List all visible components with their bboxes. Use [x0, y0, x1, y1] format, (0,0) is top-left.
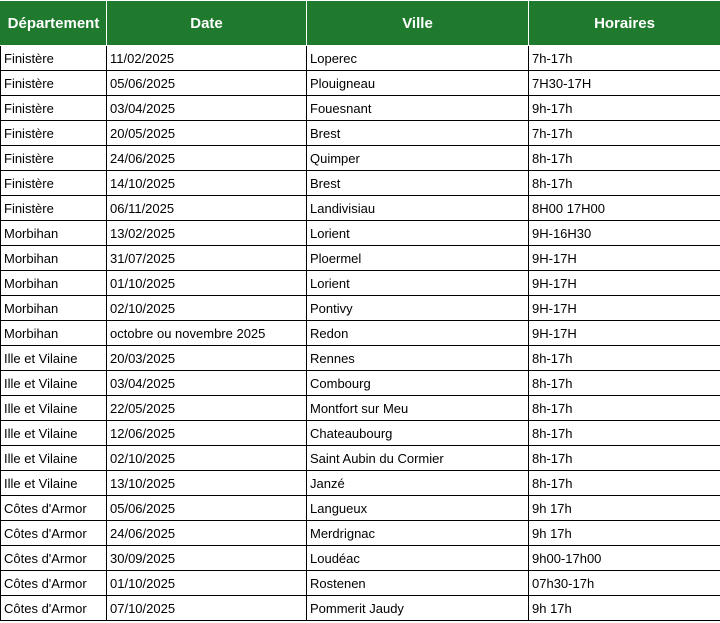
- ville-cell: Brest: [307, 121, 529, 146]
- ville-cell: Langueux: [307, 496, 529, 521]
- table-row: [1, 46, 720, 71]
- date-cell: 06/11/2025: [107, 196, 307, 221]
- horaires-cell: 8h-17h: [529, 396, 720, 421]
- date-cell: 31/07/2025: [107, 246, 307, 271]
- horaires-cell: 8h-17h: [529, 471, 720, 496]
- date-cell: 22/05/2025: [107, 396, 307, 421]
- date-cell: 20/05/2025: [107, 121, 307, 146]
- horaires-cell: 9h00-17h00: [529, 546, 720, 571]
- table-row: [1, 371, 720, 396]
- horaires-cell: 8h-17h: [529, 346, 720, 371]
- horaires-cell: 9h 17h: [529, 596, 720, 621]
- table-body: [1, 46, 720, 621]
- horaires-cell: 9H-16H30: [529, 221, 720, 246]
- departement-cell: Côtes d'Armor: [1, 546, 107, 571]
- departement-cell: Finistère: [1, 196, 107, 221]
- table-row: [1, 521, 720, 546]
- departement-cell: Finistère: [1, 46, 107, 71]
- departement-cell: Ille et Vilaine: [1, 446, 107, 471]
- table-row: [1, 471, 720, 496]
- horaires-cell: 9h 17h: [529, 521, 720, 546]
- table-row: [1, 321, 720, 346]
- ville-cell: Rennes: [307, 346, 529, 371]
- date-cell: 20/03/2025: [107, 346, 307, 371]
- ville-cell: Plouigneau: [307, 71, 529, 96]
- departement-cell: Morbihan: [1, 246, 107, 271]
- table-row: [1, 446, 720, 471]
- departement-cell: Ille et Vilaine: [1, 396, 107, 421]
- ville-cell: Janzé: [307, 471, 529, 496]
- table-row: [1, 221, 720, 246]
- ville-cell: Loperec: [307, 46, 529, 71]
- date-cell: 03/04/2025: [107, 371, 307, 396]
- departement-cell: Ille et Vilaine: [1, 346, 107, 371]
- table-row: [1, 121, 720, 146]
- column-header-date: Date: [107, 1, 307, 46]
- ville-cell: Combourg: [307, 371, 529, 396]
- table-row: [1, 396, 720, 421]
- horaires-cell: 9h-17h: [529, 96, 720, 121]
- ville-cell: Saint Aubin du Cormier: [307, 446, 529, 471]
- horaires-cell: 7H30-17H: [529, 71, 720, 96]
- departement-cell: Finistère: [1, 121, 107, 146]
- column-header-horaires: Horaires: [529, 1, 720, 46]
- ville-cell: Quimper: [307, 146, 529, 171]
- table-row: [1, 296, 720, 321]
- table-header: [1, 1, 720, 46]
- departement-cell: Côtes d'Armor: [1, 496, 107, 521]
- date-cell: 30/09/2025: [107, 546, 307, 571]
- header-row: [1, 1, 720, 46]
- table-row: [1, 546, 720, 571]
- horaires-cell: 9H-17H: [529, 246, 720, 271]
- departement-cell: Ille et Vilaine: [1, 421, 107, 446]
- table-row: [1, 571, 720, 596]
- departement-cell: Côtes d'Armor: [1, 596, 107, 621]
- horaires-cell: 9H-17H: [529, 271, 720, 296]
- date-cell: 03/04/2025: [107, 96, 307, 121]
- ville-cell: Redon: [307, 321, 529, 346]
- ville-cell: Merdrignac: [307, 521, 529, 546]
- table-row: [1, 246, 720, 271]
- table-row: [1, 596, 720, 621]
- table-row: [1, 196, 720, 221]
- column-header-departement: Département: [1, 1, 107, 46]
- date-cell: 13/02/2025: [107, 221, 307, 246]
- table-row: [1, 421, 720, 446]
- horaires-cell: 8h-17h: [529, 171, 720, 196]
- table-row: [1, 146, 720, 171]
- departement-cell: Finistère: [1, 171, 107, 196]
- departement-cell: Finistère: [1, 146, 107, 171]
- date-cell: 01/10/2025: [107, 571, 307, 596]
- departement-cell: Morbihan: [1, 221, 107, 246]
- date-cell: 02/10/2025: [107, 296, 307, 321]
- ville-cell: Rostenen: [307, 571, 529, 596]
- ville-cell: Lorient: [307, 271, 529, 296]
- date-cell: 07/10/2025: [107, 596, 307, 621]
- horaires-cell: 8H00 17H00: [529, 196, 720, 221]
- table-row: [1, 496, 720, 521]
- departement-cell: Finistère: [1, 96, 107, 121]
- date-cell: 14/10/2025: [107, 171, 307, 196]
- date-cell: 24/06/2025: [107, 521, 307, 546]
- ville-cell: Ploermel: [307, 246, 529, 271]
- date-cell: 05/06/2025: [107, 71, 307, 96]
- ville-cell: Lorient: [307, 221, 529, 246]
- ville-cell: Landivisiau: [307, 196, 529, 221]
- table-row: [1, 346, 720, 371]
- ville-cell: Brest: [307, 171, 529, 196]
- ville-cell: Fouesnant: [307, 96, 529, 121]
- date-cell: 02/10/2025: [107, 446, 307, 471]
- departement-cell: Ille et Vilaine: [1, 371, 107, 396]
- date-cell: 12/06/2025: [107, 421, 307, 446]
- ville-cell: Pommerit Jaudy: [307, 596, 529, 621]
- date-cell: 11/02/2025: [107, 46, 307, 71]
- table-row: [1, 96, 720, 121]
- departement-cell: Morbihan: [1, 321, 107, 346]
- column-header-ville: Ville: [307, 1, 529, 46]
- horaires-cell: 7h-17h: [529, 46, 720, 71]
- date-cell: 13/10/2025: [107, 471, 307, 496]
- horaires-cell: 9H-17H: [529, 321, 720, 346]
- table-row: [1, 71, 720, 96]
- horaires-cell: 8h-17h: [529, 146, 720, 171]
- horaires-cell: 8h-17h: [529, 371, 720, 396]
- departement-cell: Morbihan: [1, 296, 107, 321]
- date-cell: 24/06/2025: [107, 146, 307, 171]
- departement-cell: Ille et Vilaine: [1, 471, 107, 496]
- horaires-cell: 07h30-17h: [529, 571, 720, 596]
- departement-cell: Finistère: [1, 71, 107, 96]
- departement-cell: Côtes d'Armor: [1, 521, 107, 546]
- ville-cell: Chateaubourg: [307, 421, 529, 446]
- date-cell: octobre ou novembre 2025: [107, 321, 307, 346]
- horaires-cell: 7h-17h: [529, 121, 720, 146]
- table-row: [1, 171, 720, 196]
- horaires-cell: 9H-17H: [529, 296, 720, 321]
- departement-cell: Morbihan: [1, 271, 107, 296]
- ville-cell: Pontivy: [307, 296, 529, 321]
- table-row: [1, 271, 720, 296]
- date-cell: 05/06/2025: [107, 496, 307, 521]
- ville-cell: Montfort sur Meu: [307, 396, 529, 421]
- horaires-cell: 9h 17h: [529, 496, 720, 521]
- horaires-cell: 8h-17h: [529, 421, 720, 446]
- date-cell: 01/10/2025: [107, 271, 307, 296]
- departement-cell: Côtes d'Armor: [1, 571, 107, 596]
- ville-cell: Loudéac: [307, 546, 529, 571]
- horaires-cell: 8h-17h: [529, 446, 720, 471]
